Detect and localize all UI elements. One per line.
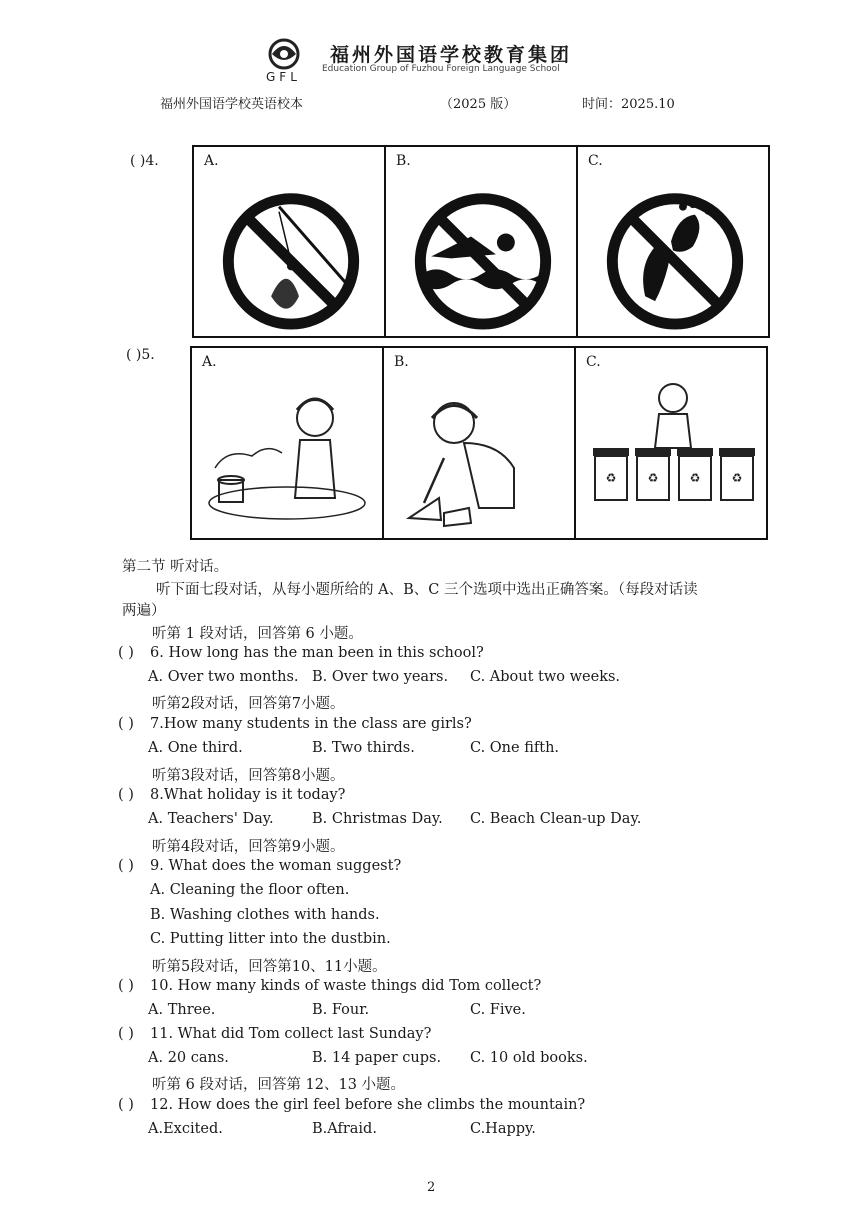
option-b: B.Afraid. <box>312 1121 377 1137</box>
answer-bracket[interactable]: ( ) <box>118 716 134 732</box>
option-b: B. Christmas Day. <box>312 811 443 827</box>
option-c: C. One fifth. <box>470 740 560 756</box>
dialogue-cue: 听第4段对话，回答第9小题。 <box>152 839 345 855</box>
header-book-title: 福州外国语学校英语校本 <box>160 97 304 112</box>
section-instruction-line-1: 听下面七段对话，从每小题所给的 A、B、C 三个选项中选出正确答案。（每段对话读 <box>156 582 698 598</box>
dialogue-cue: 听第5段对话，回答第10、11小题。 <box>152 959 387 975</box>
option-c: C. Five. <box>470 1002 526 1018</box>
option-label: A. <box>202 354 217 370</box>
option-label: C. <box>586 354 601 370</box>
option-b: B. Two thirds. <box>312 740 415 756</box>
option-c: C. About two weeks. <box>470 669 621 685</box>
answer-bracket[interactable]: ( ) <box>118 645 134 661</box>
option-c: C. 10 old books. <box>470 1050 588 1066</box>
answer-bracket[interactable]: ( ) <box>118 1026 134 1042</box>
no-fishing-icon <box>194 147 384 336</box>
option-b: B. 14 paper cups. <box>312 1050 442 1066</box>
q4-option-c[interactable] <box>578 147 768 336</box>
option-c: C.Happy. <box>470 1121 536 1137</box>
svg-text:♻: ♻ <box>605 471 617 485</box>
question-4-bracket: ( )4. <box>130 153 159 169</box>
q5-option-a[interactable] <box>192 348 384 538</box>
girl-sweeping-illustration <box>384 348 574 538</box>
option-a: A.Excited. <box>148 1121 223 1137</box>
answer-bracket[interactable]: ( ) <box>118 787 134 803</box>
option-label: B. <box>394 354 409 370</box>
option-a: A. Three. <box>148 1002 216 1018</box>
dialogue-cue: 听第 6 段对话，回答第 12、13 小题。 <box>152 1077 406 1093</box>
option-a: A. 20 cans. <box>148 1050 229 1066</box>
question-4-picture-options <box>192 145 770 338</box>
answer-bracket[interactable]: ( ) <box>118 1097 134 1113</box>
q5-option-b[interactable] <box>384 348 576 538</box>
question-text: 6. How long has the man been in this school? <box>150 645 484 661</box>
section-title: 第二节 听对话。 <box>122 559 229 575</box>
option-b: B. Over two years. <box>312 669 449 685</box>
no-walking-footprint-icon <box>578 147 768 336</box>
question-text: 12. How does the girl feel before she climbs the mountain? <box>150 1097 586 1113</box>
option-a: A. Teachers' Day. <box>148 811 274 827</box>
dialogue-cue: 听第2段对话，回答第7小题。 <box>152 696 345 712</box>
option-a: A. One third. <box>148 740 243 756</box>
question-text: 9. What does the woman suggest? <box>150 858 402 874</box>
svg-text:♻: ♻ <box>689 471 701 485</box>
option-label: C. <box>588 153 603 169</box>
option-label: B. <box>396 153 411 169</box>
school-name-en: Education Group of Fuzhou Foreign Language School <box>322 64 560 74</box>
q4-option-b[interactable] <box>386 147 578 336</box>
question-5-bracket: ( )5. <box>126 347 155 363</box>
option-b: B. Four. <box>312 1002 370 1018</box>
header-date: 时间：2025.10 <box>582 97 675 112</box>
recycling-bins-illustration <box>576 348 766 538</box>
svg-text:♻: ♻ <box>731 471 743 485</box>
option-line: A. Cleaning the floor often. <box>150 882 350 898</box>
section-instruction-line-2: 两遍） <box>122 603 166 619</box>
no-swimming-icon <box>386 147 576 336</box>
question-text: 10. How many kinds of waste things did Tom collect? <box>150 978 542 994</box>
dialogue-cue: 听第3段对话，回答第8小题。 <box>152 768 345 784</box>
question-text: 7.How many students in the class are girls? <box>150 716 472 732</box>
page-number: 2 <box>427 1180 436 1195</box>
option-line: B. Washing clothes with hands. <box>150 907 380 923</box>
girl-near-trash-illustration <box>192 348 382 538</box>
header-edition: （2025 版） <box>440 97 517 112</box>
logo-text: GFL <box>266 70 301 84</box>
school-name-cn: 福州外国语学校教育集团 <box>330 44 573 66</box>
dialogue-cue: 听第 1 段对话，回答第 6 小题。 <box>152 626 363 642</box>
svg-text:♻: ♻ <box>647 471 659 485</box>
option-label: A. <box>204 153 219 169</box>
option-a: A. Over two months. <box>148 669 299 685</box>
question-5-picture-options <box>190 346 768 540</box>
question-text: 8.What holiday is it today? <box>150 787 346 803</box>
answer-bracket[interactable]: ( ) <box>118 978 134 994</box>
q4-option-a[interactable] <box>194 147 386 336</box>
question-text: 11. What did Tom collect last Sunday? <box>150 1026 432 1042</box>
answer-bracket[interactable]: ( ) <box>118 858 134 874</box>
q5-option-c[interactable] <box>576 348 766 538</box>
option-c: C. Beach Clean-up Day. <box>470 811 642 827</box>
option-line: C. Putting litter into the dustbin. <box>150 931 391 947</box>
